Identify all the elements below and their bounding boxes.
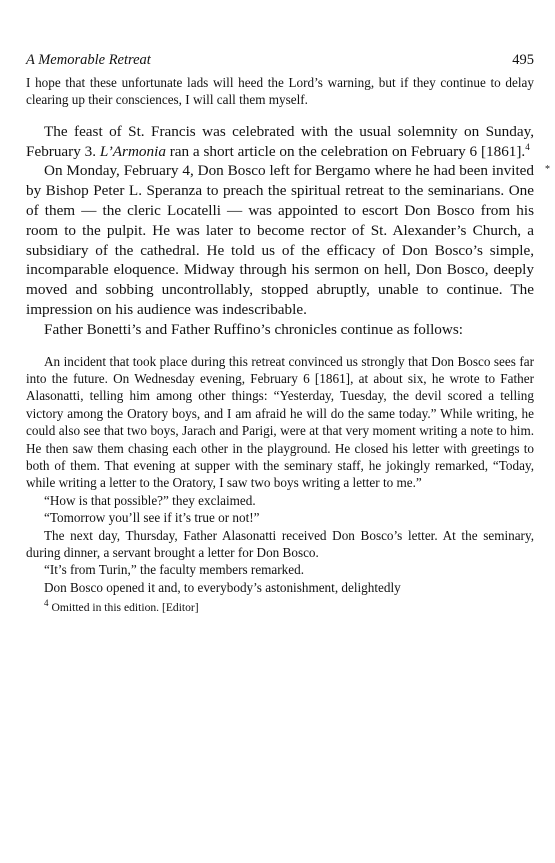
- book-page: [26, 52, 550, 616]
- quote-paragraph-6: Don Bosco opened it and, to everybody’s astonishment, delightedly: [44, 579, 401, 595]
- quote-paragraph-4: The next day, Thursday, Father Alasonatti received Don Bosco’s letter. At the seminary, during dinner, a servant brought a letter for Don Bosco.: [26, 527, 534, 561]
- main-paragraph-3: Father Bonetti’s and Father Ruffino’s chronicles continue as follows:: [44, 320, 463, 338]
- main-paragraph-2: On Monday, February 4, Don Bosco left for Bergamo where he had been invited by Bishop Peter L. Speranza to preach the spiritual retreat to the seminarians. One of them — the cleric Locatelli — was appointed to escort Don Bosco from his room to the pulpit. He was later to become rector of St. Alexander’s Church, a subsidiary of the cathedral. He told us of the efficacy of Don Bosco’s simple, incomparable eloquence. Midway through his sermon on hell, Don Bosco, deeply moved and sobbing uncontrollably, stopped abruptly, unable to continue. The impression on his audience was indescribable.: [26, 162, 534, 318]
- footnote-reference: 4: [525, 141, 530, 152]
- quote-paragraph-2: “How is that possible?” they exclaimed.: [44, 492, 256, 508]
- margin-marker: *: [545, 164, 550, 175]
- publication-title: L’Armonia: [99, 142, 166, 160]
- page-number: 495: [512, 52, 534, 68]
- quote-paragraph-1: An incident that took place during this retreat convinced us strongly that Don Bosco sees far into the future. On Wednesday evening, February 6 [1861], at about six, he wrote to Father Alasonatti, telling him among other things: “Yesterday, Tuesday, the devil scored a telling victory among the Oratory boys, and I am afraid he will do the same today.” While writing, he could also see that two boys, Jarach and Parigi, were at that very moment writing a note to him. He then saw them chasing each other in the playground. He closed his letter with greetings to both of them. That evening at supper with the seminary staff, he jokingly remarked, “Today, while writing a letter to the Oratory, I saw two boys writing a letter to me.”: [26, 353, 534, 491]
- running-title: A Memorable Retreat: [26, 52, 151, 68]
- footnote-text: Omitted in this edition. [Editor]: [51, 601, 199, 615]
- footnote-number: 4: [44, 598, 49, 609]
- top-paragraph: I hope that these unfortunate lads will heed the Lord’s warning, but if they continue to delay clearing up their consciences, I will call them myself.: [26, 75, 534, 108]
- quote-paragraph-5: “It’s from Turin,” the faculty members remarked.: [44, 562, 305, 578]
- running-head: [26, 52, 534, 74]
- main-paragraph-1-text-a: The feast of St. Francis was celebrated with the usual solemnity on Sunday, February 3.: [26, 122, 534, 160]
- footnote: [26, 600, 534, 616]
- main-paragraph-1: [26, 122, 534, 162]
- main-paragraph-1-text-b: ran a short article on the celebration on February 6 [1861].: [165, 142, 526, 160]
- quoted-chronicle: [26, 353, 534, 597]
- quote-paragraph-3: “Tomorrow you’ll see if it’s true or not!”: [44, 510, 260, 526]
